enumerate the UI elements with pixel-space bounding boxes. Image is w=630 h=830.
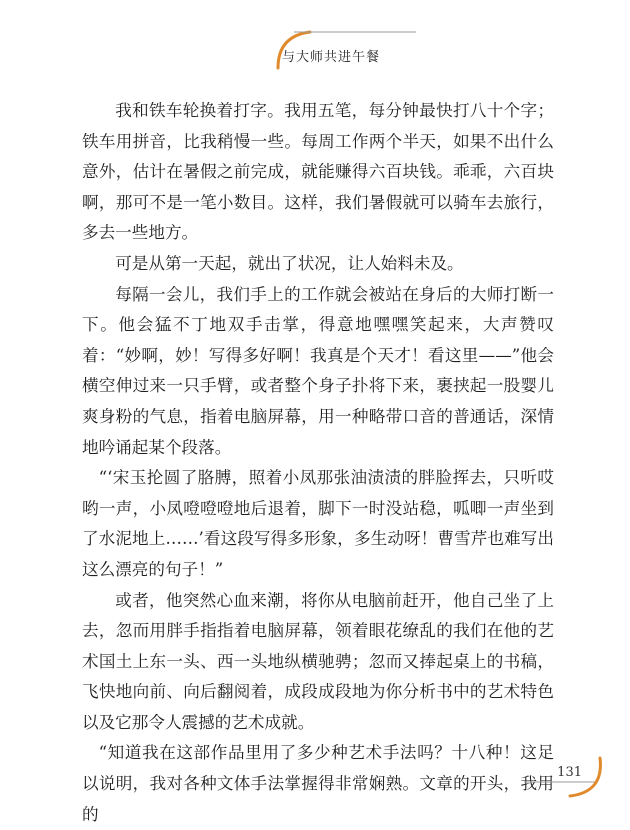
page-number: 131 [557,765,582,780]
page-footer [510,752,630,802]
paragraph: “知道我在这部作品里用了多少种艺术手法吗？十八种！这足以说明，我对各种文体手法掌握得非常娴熟。文章的开头，我用的 [82,743,554,824]
paragraph: 每隔一会儿，我们手上的工作就会被站在身后的大师打断一下。他会猛不丁地双手击掌，得意地嘿嘿笑起来，大声赞叹着：“妙啊，妙！写得多好啊！我真是个天才！看这里——”他会横空伸过来一只手臂，或者整个身子扑将下来，裹挟起一股婴儿爽身粉的气息，指着电脑屏幕，用一种略带口音的普通话，深情地吟诵起某个段落。 [82,284,554,457]
paragraph: “‘宋玉抡圆了胳膊，照着小凤那张油渍渍的胖脸挥去，只听哎哟一声，小凤噔噔噔地后退着，脚下一时没站稳，呱唧一声坐到了水泥地上……’看这段写得多形象，多生动呀！曹雪芹也难写出这么漂亮的句子！” [82,468,554,579]
running-header-title: 与大师共进午餐 [282,50,381,65]
body-text [82,96,554,830]
paragraph: 或者，他突然心血来潮，将你从电脑前赶开，他自己坐了上去，忽而用胖手指指着电脑屏幕，领着眼花缭乱的我们在他的艺术国土上东一头、西一头地纵横驰骋；忽而又捧起桌上的书稿，飞快地向前、向后翻阅着，成段成段地为你分析书中的艺术特色以及它那令人震撼的艺术成就。 [82,590,554,732]
running-header [248,22,418,72]
paragraph: 我和铁车轮换着打字。我用五笔，每分钟最快打八十个字；铁车用拼音，比我稍慢一些。每周工作两个半天，如果不出什么意外，估计在暑假之前完成，就能赚得六百块钱。乖乖，六百块啊，那可不是一笔小数目。这样，我们暑假就可以骑车去旅行，多去一些地方。 [82,101,554,243]
paragraph: 可是从第一天起，就出了状况，让人始料未及。 [115,253,464,273]
